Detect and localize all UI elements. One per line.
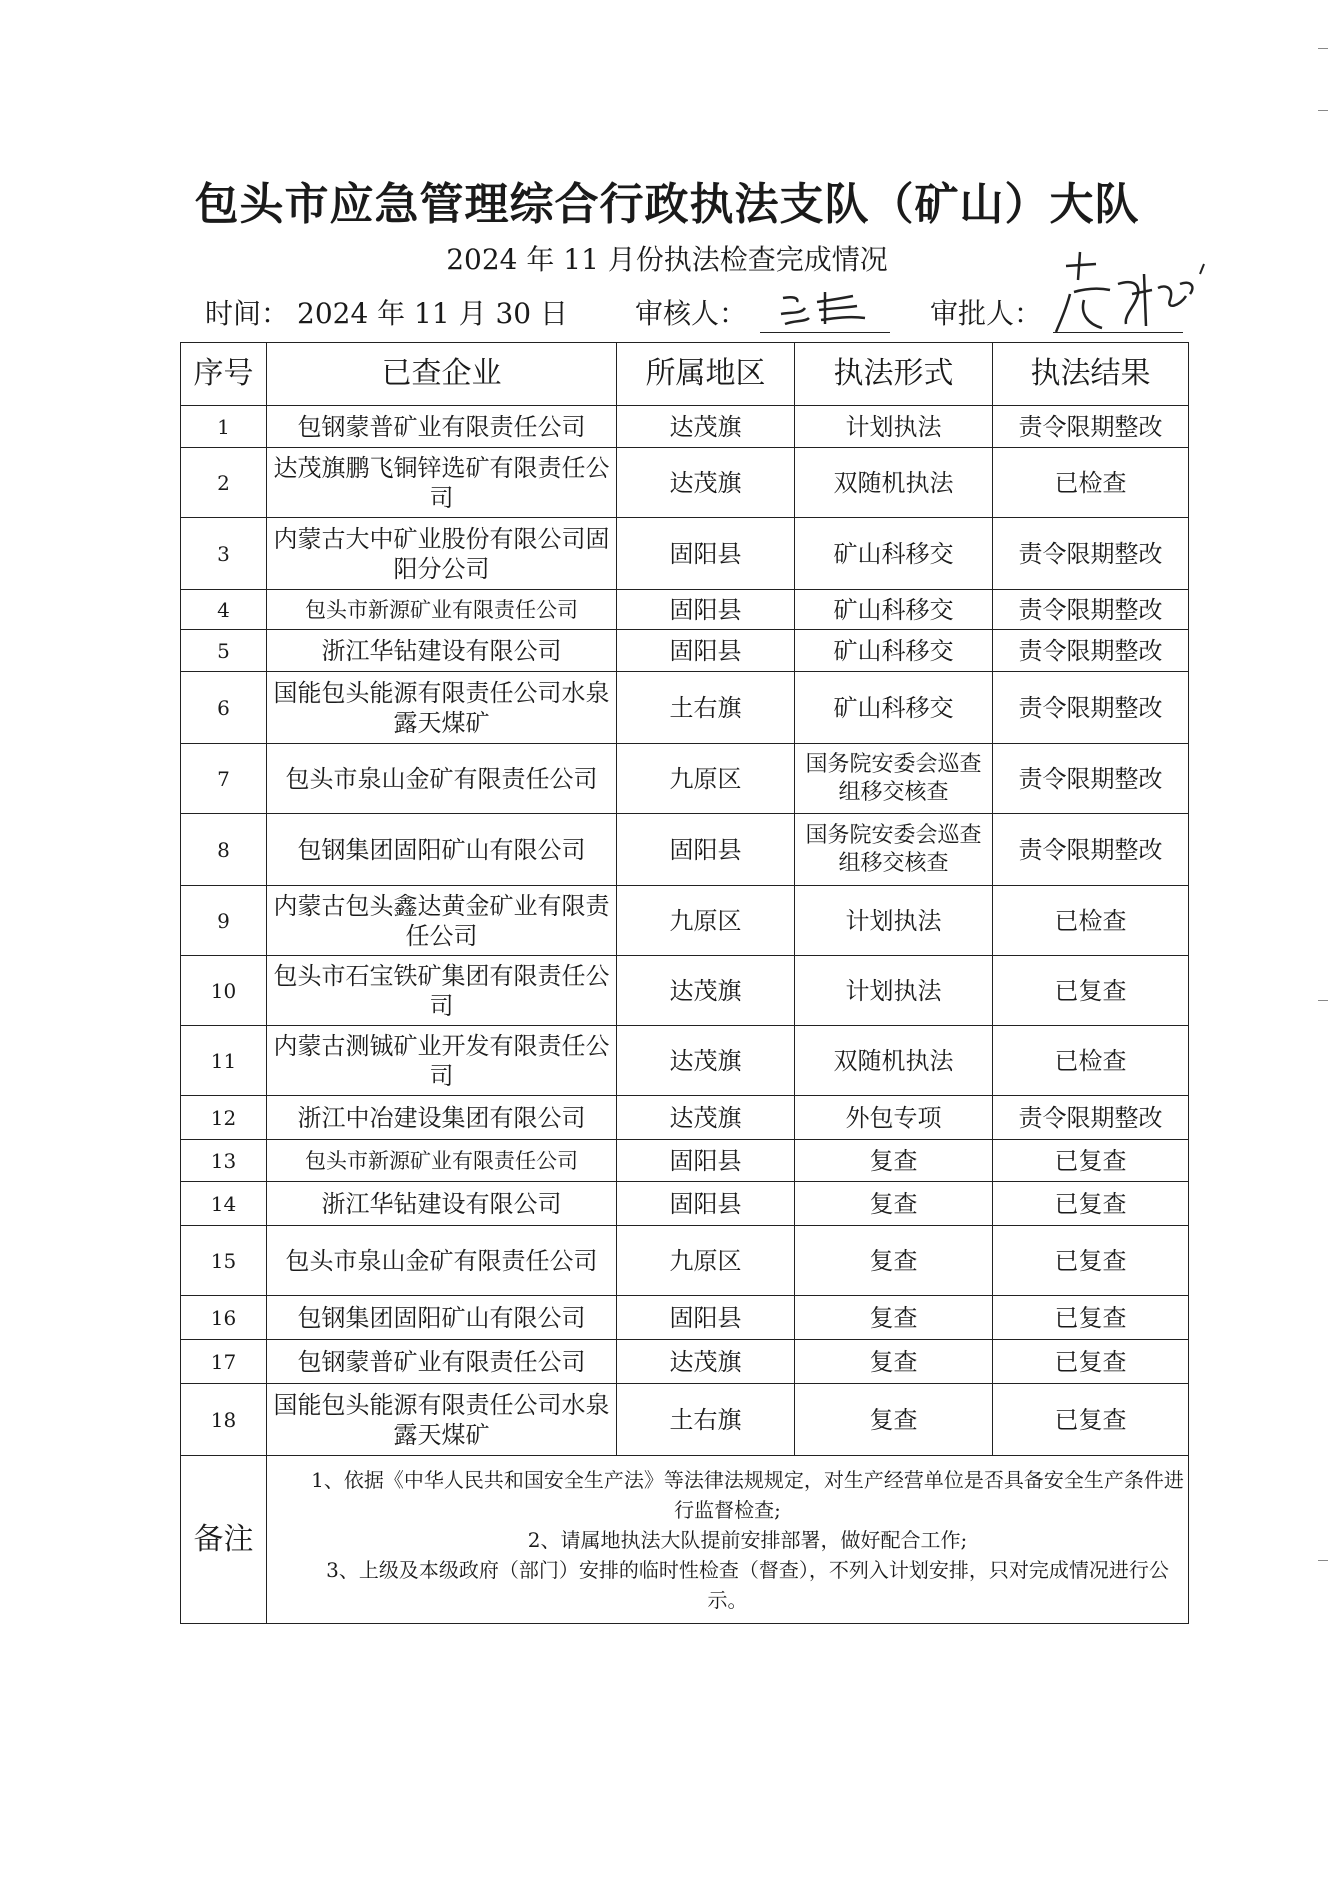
row-result: 责令限期整改 (993, 672, 1189, 744)
table-row (181, 744, 1189, 814)
row-form: 双随机执法 (795, 1026, 993, 1096)
row-company: 包头市新源矿业有限责任公司 (267, 1140, 617, 1182)
row-result: 已检查 (993, 886, 1189, 956)
row-no: 8 (181, 814, 267, 886)
scan-margin-mark (1318, 48, 1328, 49)
table-row (181, 886, 1189, 956)
row-form: 双随机执法 (795, 448, 993, 518)
row-no: 15 (181, 1226, 267, 1296)
row-area: 达茂旗 (617, 406, 795, 448)
row-area: 土右旗 (617, 1384, 795, 1456)
header-result: 执法结果 (993, 343, 1189, 406)
row-form: 矿山科移交 (795, 672, 993, 744)
row-result: 已复查 (993, 1384, 1189, 1456)
row-no: 10 (181, 956, 267, 1026)
inspection-table (180, 342, 1189, 1624)
table-row (181, 1384, 1189, 1456)
row-form: 复查 (795, 1296, 993, 1340)
row-company: 包头市新源矿业有限责任公司 (267, 590, 617, 630)
row-company: 包头市石宝铁矿集团有限责任公司 (267, 956, 617, 1026)
row-result: 责令限期整改 (993, 744, 1189, 814)
table-row (181, 1226, 1189, 1296)
row-company: 内蒙古测铖矿业开发有限责任公司 (267, 1026, 617, 1096)
row-area: 达茂旗 (617, 1026, 795, 1096)
table-row (181, 406, 1189, 448)
row-no: 17 (181, 1340, 267, 1384)
row-area: 九原区 (617, 1226, 795, 1296)
table-row (181, 518, 1189, 590)
row-no: 13 (181, 1140, 267, 1182)
row-area: 九原区 (617, 886, 795, 956)
row-no: 18 (181, 1384, 267, 1456)
row-company: 达茂旗鹏飞铜锌选矿有限责任公司 (267, 448, 617, 518)
row-no: 4 (181, 590, 267, 630)
table-row (181, 956, 1189, 1026)
row-company: 国能包头能源有限责任公司水泉露天煤矿 (267, 672, 617, 744)
row-no: 16 (181, 1296, 267, 1340)
document-subtitle: 2024 年 11 月份执法检查完成情况 (446, 243, 888, 276)
notes-label: 备注 (181, 1456, 267, 1624)
table-row (181, 1096, 1189, 1140)
reviewer-signature (775, 284, 885, 334)
row-result: 已复查 (993, 956, 1189, 1026)
row-area: 九原区 (617, 744, 795, 814)
row-result: 责令限期整改 (993, 518, 1189, 590)
scan-margin-mark (1318, 110, 1328, 111)
row-form: 复查 (795, 1140, 993, 1182)
row-result: 责令限期整改 (993, 590, 1189, 630)
row-area: 达茂旗 (617, 956, 795, 1026)
table-header-row (181, 343, 1189, 406)
table-row (181, 1296, 1189, 1340)
row-no: 14 (181, 1182, 267, 1226)
notes-cell (267, 1456, 1189, 1624)
note-item: 1、依据《中华人民共和国安全生产法》等法律法规规定，对生产经营单位是否具备安全生产条件进行监督检查; (311, 1467, 1184, 1522)
table-row (181, 1026, 1189, 1096)
table-row (181, 590, 1189, 630)
row-company: 国能包头能源有限责任公司水泉露天煤矿 (267, 1384, 617, 1456)
date-value: 2024 年 11 月 30 日 (297, 297, 569, 330)
row-result: 责令限期整改 (993, 630, 1189, 672)
header-company: 已查企业 (267, 343, 617, 406)
row-no: 3 (181, 518, 267, 590)
row-company: 内蒙古大中矿业股份有限公司固阳分公司 (267, 518, 617, 590)
row-no: 11 (181, 1026, 267, 1096)
row-form: 复查 (795, 1384, 993, 1456)
row-result: 已检查 (993, 448, 1189, 518)
table-row (181, 814, 1189, 886)
row-form: 矿山科移交 (795, 630, 993, 672)
row-result: 责令限期整改 (993, 1096, 1189, 1140)
row-company: 包头市泉山金矿有限责任公司 (267, 744, 617, 814)
row-company: 浙江中冶建设集团有限公司 (267, 1096, 617, 1140)
row-no: 6 (181, 672, 267, 744)
scan-margin-mark (1318, 1560, 1328, 1561)
reviewer-label: 审核人： (635, 297, 748, 330)
approver-label: 审批人： (930, 297, 1043, 330)
note-item: 2、请属地执法大队提前安排部署，做好配合工作; (527, 1527, 968, 1552)
row-result: 已复查 (993, 1140, 1189, 1182)
header-no: 序号 (181, 343, 267, 406)
row-company: 包钢集团固阳矿山有限公司 (267, 814, 617, 886)
row-company: 包头市泉山金矿有限责任公司 (267, 1226, 617, 1296)
approver-signature (1040, 244, 1210, 344)
row-company: 包钢蒙普矿业有限责任公司 (267, 1340, 617, 1384)
row-company: 内蒙古包头鑫达黄金矿业有限责任公司 (267, 886, 617, 956)
note-item: 3、上级及本级政府（部门）安排的临时性检查（督查），不列入计划安排，只对完成情况进行公示。 (326, 1557, 1169, 1612)
row-area: 固阳县 (617, 1182, 795, 1226)
table-row (181, 1340, 1189, 1384)
row-form: 矿山科移交 (795, 518, 993, 590)
row-area: 土右旗 (617, 672, 795, 744)
row-form: 复查 (795, 1340, 993, 1384)
row-area: 固阳县 (617, 518, 795, 590)
row-form: 外包专项 (795, 1096, 993, 1140)
row-no: 12 (181, 1096, 267, 1140)
row-form: 计划执法 (795, 886, 993, 956)
row-result: 已复查 (993, 1296, 1189, 1340)
row-result: 已复查 (993, 1340, 1189, 1384)
header-form: 执法形式 (795, 343, 993, 406)
row-area: 固阳县 (617, 630, 795, 672)
table-row (181, 630, 1189, 672)
row-area: 达茂旗 (617, 448, 795, 518)
row-company: 浙江华钻建设有限公司 (267, 630, 617, 672)
row-form: 复查 (795, 1226, 993, 1296)
row-result: 已检查 (993, 1026, 1189, 1096)
row-result: 责令限期整改 (993, 814, 1189, 886)
row-no: 1 (181, 406, 267, 448)
row-result: 已复查 (993, 1182, 1189, 1226)
row-area: 固阳县 (617, 814, 795, 886)
row-company: 浙江华钻建设有限公司 (267, 1182, 617, 1226)
row-form: 计划执法 (795, 406, 993, 448)
table-row (181, 448, 1189, 518)
table-row (181, 1182, 1189, 1226)
row-area: 固阳县 (617, 1296, 795, 1340)
scan-margin-mark (1318, 1000, 1328, 1001)
row-area: 达茂旗 (617, 1096, 795, 1140)
row-form: 复查 (795, 1182, 993, 1226)
table-row (181, 672, 1189, 744)
row-result: 已复查 (993, 1226, 1189, 1296)
notes-row (181, 1456, 1189, 1624)
row-form: 国务院安委会巡查组移交核查 (795, 744, 993, 814)
row-no: 5 (181, 630, 267, 672)
table-row (181, 1140, 1189, 1182)
row-form: 矿山科移交 (795, 590, 993, 630)
row-no: 9 (181, 886, 267, 956)
row-result: 责令限期整改 (993, 406, 1189, 448)
date-label: 时间： (205, 297, 290, 330)
header-area: 所属地区 (617, 343, 795, 406)
document-title: 包头市应急管理综合行政执法支队（矿山）大队 (194, 179, 1140, 230)
row-no: 7 (181, 744, 267, 814)
row-company: 包钢集团固阳矿山有限公司 (267, 1296, 617, 1340)
document-meta (205, 292, 1205, 336)
row-form: 计划执法 (795, 956, 993, 1026)
row-company: 包钢蒙普矿业有限责任公司 (267, 406, 617, 448)
row-area: 达茂旗 (617, 1340, 795, 1384)
row-no: 2 (181, 448, 267, 518)
row-form: 国务院安委会巡查组移交核查 (795, 814, 993, 886)
row-area: 固阳县 (617, 1140, 795, 1182)
row-area: 固阳县 (617, 590, 795, 630)
